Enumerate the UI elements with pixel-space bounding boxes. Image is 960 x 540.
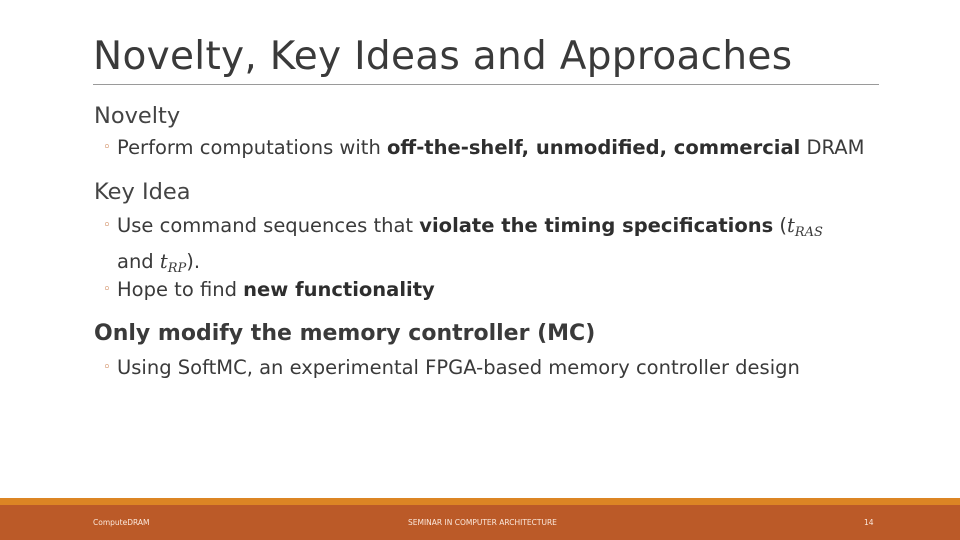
section-heading-only-modify-mc: Only modify the memory controller (MC)	[94, 321, 596, 346]
bullet-mark-icon: ◦	[103, 218, 111, 233]
footer-bar	[0, 505, 960, 540]
bullet-key-idea-1: ◦ Use command sequences that violate the timing specifications ($t_{RAS}$ and $t_{RP}$).	[117, 211, 877, 283]
bullet-emphasis: off-the-shelf, unmodified, commercial	[387, 136, 801, 159]
footer-accent-bar	[0, 498, 960, 505]
footer-left-text: ComputeDRAM	[93, 518, 150, 527]
bullet-mark-icon: ◦	[103, 140, 111, 155]
bullet-emphasis: violate the timing specifications	[419, 214, 774, 237]
bullet-mark-icon: ◦	[103, 282, 111, 297]
slide-title: Novelty, Key Ideas and Approaches	[93, 34, 793, 79]
section-heading-novelty: Novelty	[94, 103, 181, 129]
page-number: 14	[864, 518, 874, 527]
bullet-key-idea-2: ◦ Hope to find new functionality	[117, 275, 877, 304]
section-heading-key-idea: Key Idea	[94, 179, 191, 205]
bullet-emphasis: new functionality	[243, 278, 435, 301]
footer-center-text: SEMINAR IN COMPUTER ARCHITECTURE	[408, 518, 557, 527]
bullet-novelty-1: ◦ Perform computations with off-the-shelf, unmodified, commercial DRAM	[117, 133, 877, 162]
math-t-ras: $t_{RAS}$	[787, 214, 823, 240]
title-divider	[93, 84, 879, 85]
math-t-rp: $t_{RP}$	[159, 250, 187, 276]
bullet-mark-icon: ◦	[103, 360, 111, 375]
bullet-softmc: ◦ Using SoftMC, an experimental FPGA-based memory controller design	[117, 353, 877, 382]
